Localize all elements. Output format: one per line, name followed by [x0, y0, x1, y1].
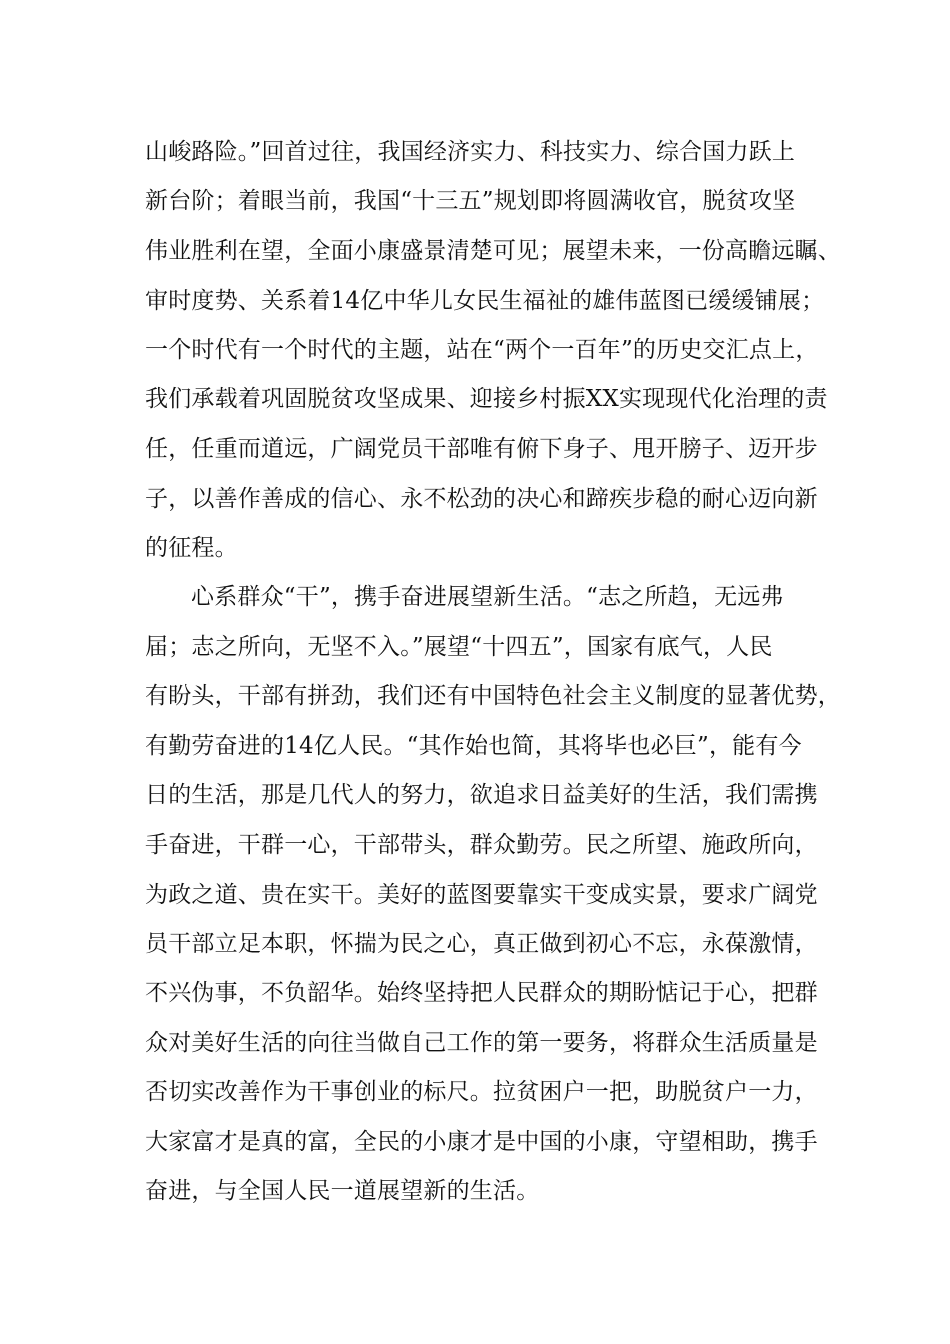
text-line: 员干部立足本职，怀揣为民之心，真正做到初心不忘，永葆激情， [145, 931, 818, 957]
text-line: 新台阶；着眼当前，我国“十三五”规划即将圆满收官，脱贫攻坚 [145, 188, 796, 214]
text-line: 任，任重而道远，广阔党员干部唯有俯下身子、甩开膀子、迈开步 [145, 436, 818, 462]
text-line: 大家富才是真的富，全民的小康才是中国的小康，守望相助，携手 [145, 1129, 818, 1155]
text-line: 我们承载着巩固脱贫攻坚成果、迎接乡村振XX实现现代化治理的责 [145, 386, 828, 412]
text-line: 众对美好生活的向往当做自己工作的第一要务，将群众生活质量是 [145, 1030, 818, 1056]
text-line: 日的生活，那是几代人的努力，欲追求日益美好的生活，我们需携 [145, 782, 818, 808]
text-line: 有盼头，干部有拼劲，我们还有中国特色社会主义制度的显著优势， [145, 683, 841, 709]
text-line: 的征程。 [145, 535, 238, 561]
text-line: 审时度势、关系着14亿中华儿女民生福祉的雄伟蓝图已缓缓铺展； [145, 288, 825, 314]
text-line: 否切实改善作为干事创业的标尺。拉贫困户一把，助脱贫户一力， [145, 1079, 818, 1105]
text-line: 一个时代有一个时代的主题，站在“两个一百年”的历史交汇点上， [145, 337, 819, 363]
text-line: 子，以善作善成的信心、永不松劲的决心和蹄疾步稳的耐心迈向新 [145, 486, 818, 512]
text-line: 届；志之所向，无坚不入。”展望“十四五”，国家有底气，人民 [145, 634, 773, 660]
text-line: 不兴伪事，不负韶华。始终坚持把人民群众的期盼惦记于心，把群 [145, 980, 818, 1006]
paragraph-first-line: 心系群众“干”，携手奋进展望新生活。“志之所趋，无远弗 [191, 584, 784, 610]
text-line: 山峻路险。”回首过往，我国经济实力、科技实力、综合国力跃上 [145, 139, 796, 165]
text-line: 为政之道、贵在实干。美好的蓝图要靠实干变成实景，要求广阔党 [145, 882, 818, 908]
text-line: 伟业胜利在望，全面小康盛景清楚可见；展望未来，一份高瞻远瞩、 [145, 238, 841, 264]
text-line: 奋进，与全国人民一道展望新的生活。 [145, 1178, 540, 1204]
text-line: 手奋进，干群一心，干部带头，群众勤劳。民之所望、施政所向， [145, 832, 818, 858]
text-line: 有勤劳奋进的14亿人民。“其作始也简，其将毕也必巨”，能有今 [145, 733, 802, 759]
